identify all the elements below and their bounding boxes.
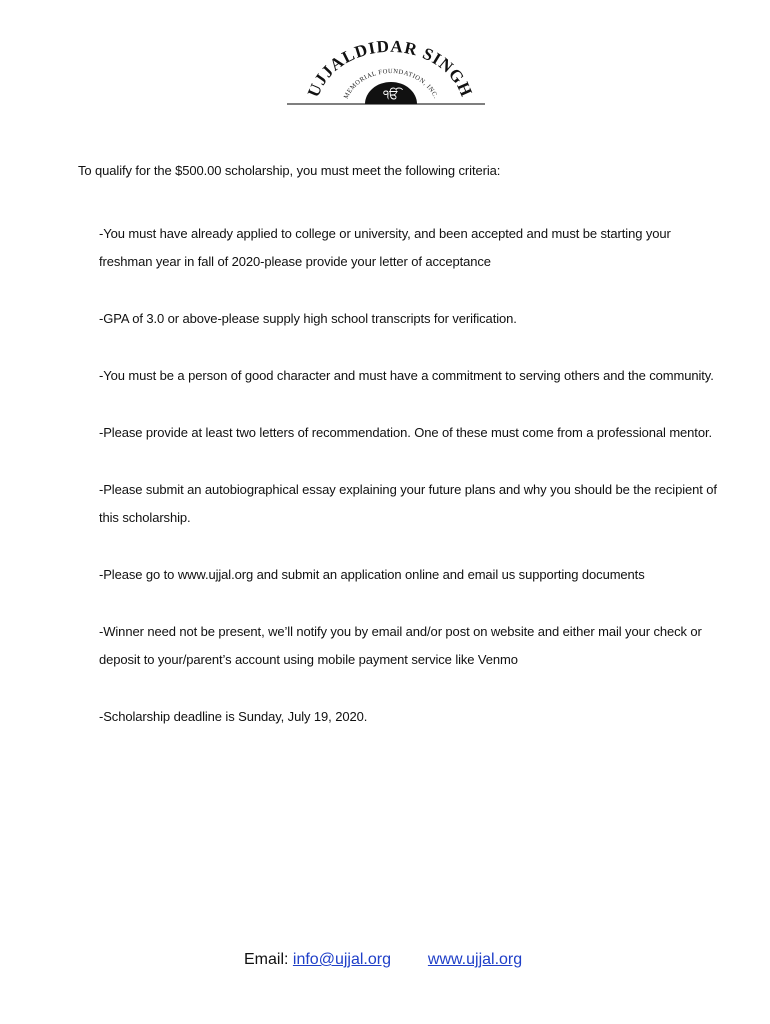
intro-text: To qualify for the $500.00 scholarship, you must meet the following criteria: [78, 163, 501, 178]
email-link[interactable]: info@ujjal.org [292, 951, 391, 968]
criteria-item: -You must have already applied to college or university, and been accepted and must be starting your freshman year in fall of 2020-please provide your letter of acceptance [99, 226, 671, 269]
foundation-logo [285, 28, 487, 110]
criteria-item: -Scholarship deadline is Sunday, July 19, 2020. [99, 709, 368, 724]
logo-name-text: UJJALDIDAR SINGH [303, 36, 477, 100]
criteria-item: -Winner need not be present, we’ll notify you by email and/or post on website and either mail your check or deposit to your/parent’s account using mobile payment service like Venmo [99, 624, 702, 667]
logo-emblem: ੴ [383, 88, 399, 103]
criteria-item: -Please submit an autobiographical essay explaining your future plans and why you should be the recipient of this scholarship. [99, 482, 717, 525]
criteria-item: -GPA of 3.0 or above-please supply high school transcripts for verification. [99, 311, 517, 326]
website-link[interactable]: www.ujjal.org [427, 951, 523, 968]
logo-graphic [285, 28, 487, 110]
email-label: Email: [244, 951, 289, 968]
contact-footer [244, 951, 522, 969]
criteria-item: -Please go to www.ujjal.org and submit an application online and email us supporting documents [99, 567, 645, 582]
criteria-item: -Please provide at least two letters of recommendation. One of these must come from a professional mentor. [99, 425, 712, 440]
logo-subtitle-text: MEMORIAL FOUNDATION, INC. [342, 68, 440, 101]
criteria-list [99, 220, 719, 760]
criteria-item: -You must be a person of good character and must have a commitment to serving others and the community. [99, 368, 714, 383]
